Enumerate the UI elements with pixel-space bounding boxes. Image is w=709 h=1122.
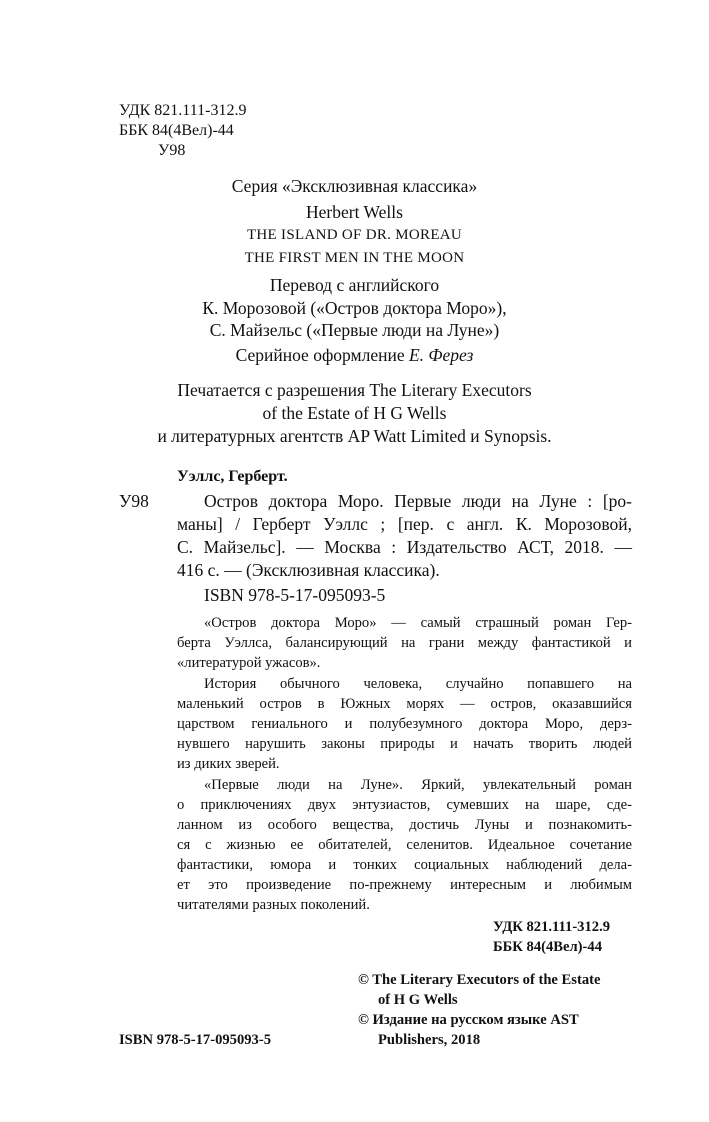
annotation-p2-line-2: маленький остров в Южных морях — остров, оказавшийся [177,696,632,712]
bbk-code-bottom: ББК 84(4Вел)-44 [493,939,602,955]
catalog-isbn: ISBN 978-5-17-095093-5 [204,585,386,605]
author-en: Herbert Wells [306,202,403,222]
udk-code-top: УДК 821.111-312.9 [119,102,247,119]
design-credit-name: Е. Ферез [408,345,474,365]
annotation-p3-line-6: ет это произведение по-прежнему интересным и любимым [177,877,632,893]
catalog-author-mark: У98 [119,491,149,511]
catalog-line-1: Остров доктора Моро. Первые люди на Луне : [ро- [204,491,632,511]
translation-line-3: С. Майзельс («Первые люди на Луне») [209,320,500,340]
catalog-line-3: С. Майзельс]. — Москва : Издательство АСТ, 2018. — [177,537,632,557]
copyright-estate-line-1: © The Literary Executors of the Estate [358,972,601,988]
annotation-p1-line-3: «литературой ужасов». [177,655,321,671]
copyright-ast-line-1: © Издание на русском языке AST [358,1012,579,1028]
permission-line-2: of the Estate of H G Wells [262,403,447,423]
design-credit-prefix: Серийное оформление [235,345,405,365]
bbk-code-top: ББК 84(4Вел)-44 [119,122,234,139]
annotation-p2-line-1: История обычного человека, случайно попавшего на [204,676,632,692]
design-credit [0,345,709,366]
title-first-men: THE FIRST MEN IN THE MOON [244,250,465,266]
copyright-ast-line-2: Publishers, 2018 [378,1032,481,1048]
catalog-line-4: 416 с. — (Эксклюзивная классика). [177,560,440,580]
annotation-p3-line-3: ланном из особого вещества, достичь Луны и познакомить- [177,817,632,833]
annotation-p2-line-5: из диких зверей. [177,756,280,772]
permission-line-3: и литературных агентств AP Watt Limited и Synopsis. [157,426,552,446]
annotation-p3-line-4: ся с жизнью ее обитателей, селенитов. Идеальное сочетание [177,837,632,853]
annotation-p3-line-5: фантастики, юмора и тонких социальных наблюдений дела- [177,857,632,873]
annotation-p3-line-2: о приключениях двух энтузиастов, сумевших на шаре, сде- [177,797,632,813]
copyright-estate-line-2: of H G Wells [378,992,458,1008]
translation-line-1: Перевод с английского [269,275,440,295]
annotation-p3-line-1: «Первые люди на Луне». Яркий, увлекательный роман [204,777,632,793]
catalog-author: Уэллс, Герберт. [177,468,288,485]
author-mark-top: У98 [158,142,186,159]
permission-line-1: Печатается с разрешения The Literary Executors [177,380,532,400]
udk-code-bottom: УДК 821.111-312.9 [493,919,611,935]
annotation-p1-line-1: «Остров доктора Моро» — самый страшный роман Гер- [204,615,632,631]
catalog-line-2: маны] / Герберт Уэллс ; [пер. с англ. К. Морозовой, [177,514,632,534]
annotation-p3-line-7: читателями разных поколений. [177,897,370,913]
annotation-p1-line-2: берта Уэллса, балансирующий на грани между фантастикой и [177,635,632,651]
annotation-p2-line-4: нувшего нарушить законы природы и начать творить людей [177,736,632,752]
footer-isbn: ISBN 978-5-17-095093-5 [119,1032,272,1048]
title-island: THE ISLAND OF DR. MOREAU [246,227,463,243]
series-line: Серия «Эксклюзивная классика» [231,176,478,196]
translation-line-2: К. Морозовой («Остров доктора Моро»), [202,298,507,318]
annotation-p2-line-3: царством гениального и полубезумного доктора Моро, дерз- [177,716,632,732]
